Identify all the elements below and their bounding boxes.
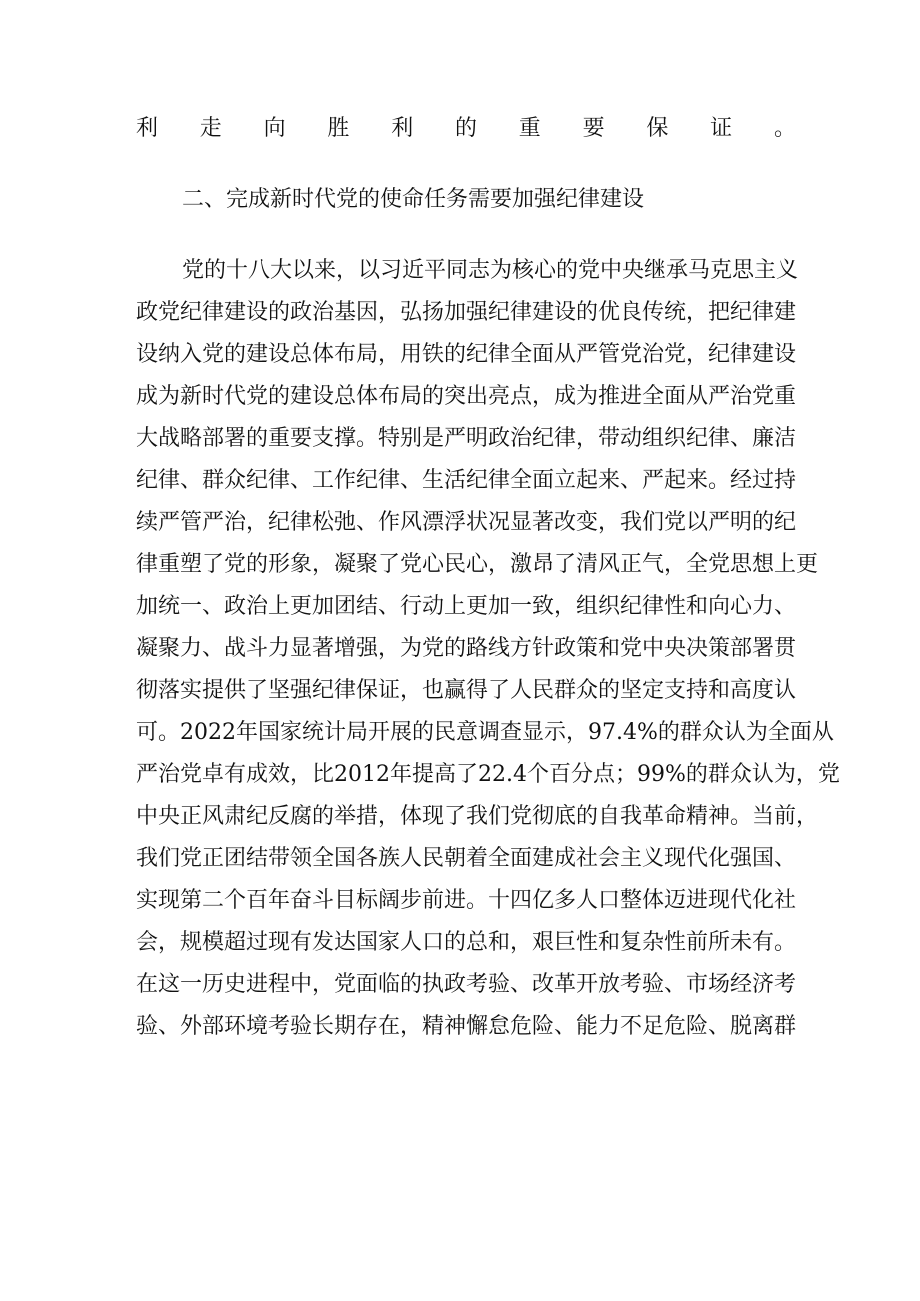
paragraph-line: 彻落实提供了坚强纪律保证，也赢得了人民群众的坚定支持和高度认 [136, 678, 797, 703]
paragraph-line: 严治党卓有成效，比2012年提高了22.4个百分点；99%的群众认为，党 [136, 762, 840, 787]
paragraph-line: 续严管严治，纪律松弛、作风漂浮状况显著改变，我们党以严明的纪 [136, 510, 797, 535]
paragraph-line: 我们党正团结带领全国各族人民朝着全面建成社会主义现代化强国、 [136, 846, 797, 871]
paragraph-line: 律重塑了党的形象，凝聚了党心民心，激昂了清风正气，全党思想上更 [136, 552, 819, 577]
continuation-line: 利走向胜利的重要保证。 [136, 116, 796, 141]
paragraph-line: 中央正风肃纪反腐的举措，体现了我们党彻底的自我革命精神。当前， [136, 804, 819, 829]
paragraph-line: 在这一历史进程中，党面临的执政考验、改革开放考验、市场经济考 [136, 972, 797, 997]
paragraph-line: 成为新时代党的建设总体布局的突出亮点，成为推进全面从严治党重 [136, 384, 797, 409]
paragraph-line: 凝聚力、战斗力显著增强，为党的路线方针政策和党中央决策部署贯 [136, 636, 797, 661]
paragraph-line: 政党纪律建设的政治基因，弘扬加强纪律建设的优良传统，把纪律建 [136, 300, 797, 325]
paragraph-line: 党的十八大以来，以习近平同志为核心的党中央继承马克思主义 [182, 258, 799, 283]
paragraph-line: 设纳入党的建设总体布局，用铁的纪律全面从严管党治党，纪律建设 [136, 342, 797, 367]
paragraph-line: 会，规模超过现有发达国家人口的总和，艰巨性和复杂性前所未有。 [136, 930, 797, 955]
paragraph-line: 加统一、政治上更加团结、行动上更加一致，组织纪律性和向心力、 [136, 594, 797, 619]
section-heading: 二、完成新时代党的使命任务需要加强纪律建设 [182, 187, 645, 212]
paragraph-line: 纪律、群众纪律、工作纪律、生活纪律全面立起来、严起来。经过持 [136, 468, 797, 493]
paragraph-line: 大战略部署的重要支撑。特别是严明政治纪律，带动组织纪律、廉洁 [136, 426, 797, 451]
paragraph-line: 可。2022年国家统计局开展的民意调查显示，97.4%的群众认为全面从 [136, 720, 834, 745]
paragraph-line: 实现第二个百年奋斗目标阔步前进。十四亿多人口整体迈进现代化社 [136, 888, 797, 913]
paragraph-line: 验、外部环境考验长期存在，精神懈怠危险、能力不足危险、脱离群 [136, 1014, 797, 1039]
